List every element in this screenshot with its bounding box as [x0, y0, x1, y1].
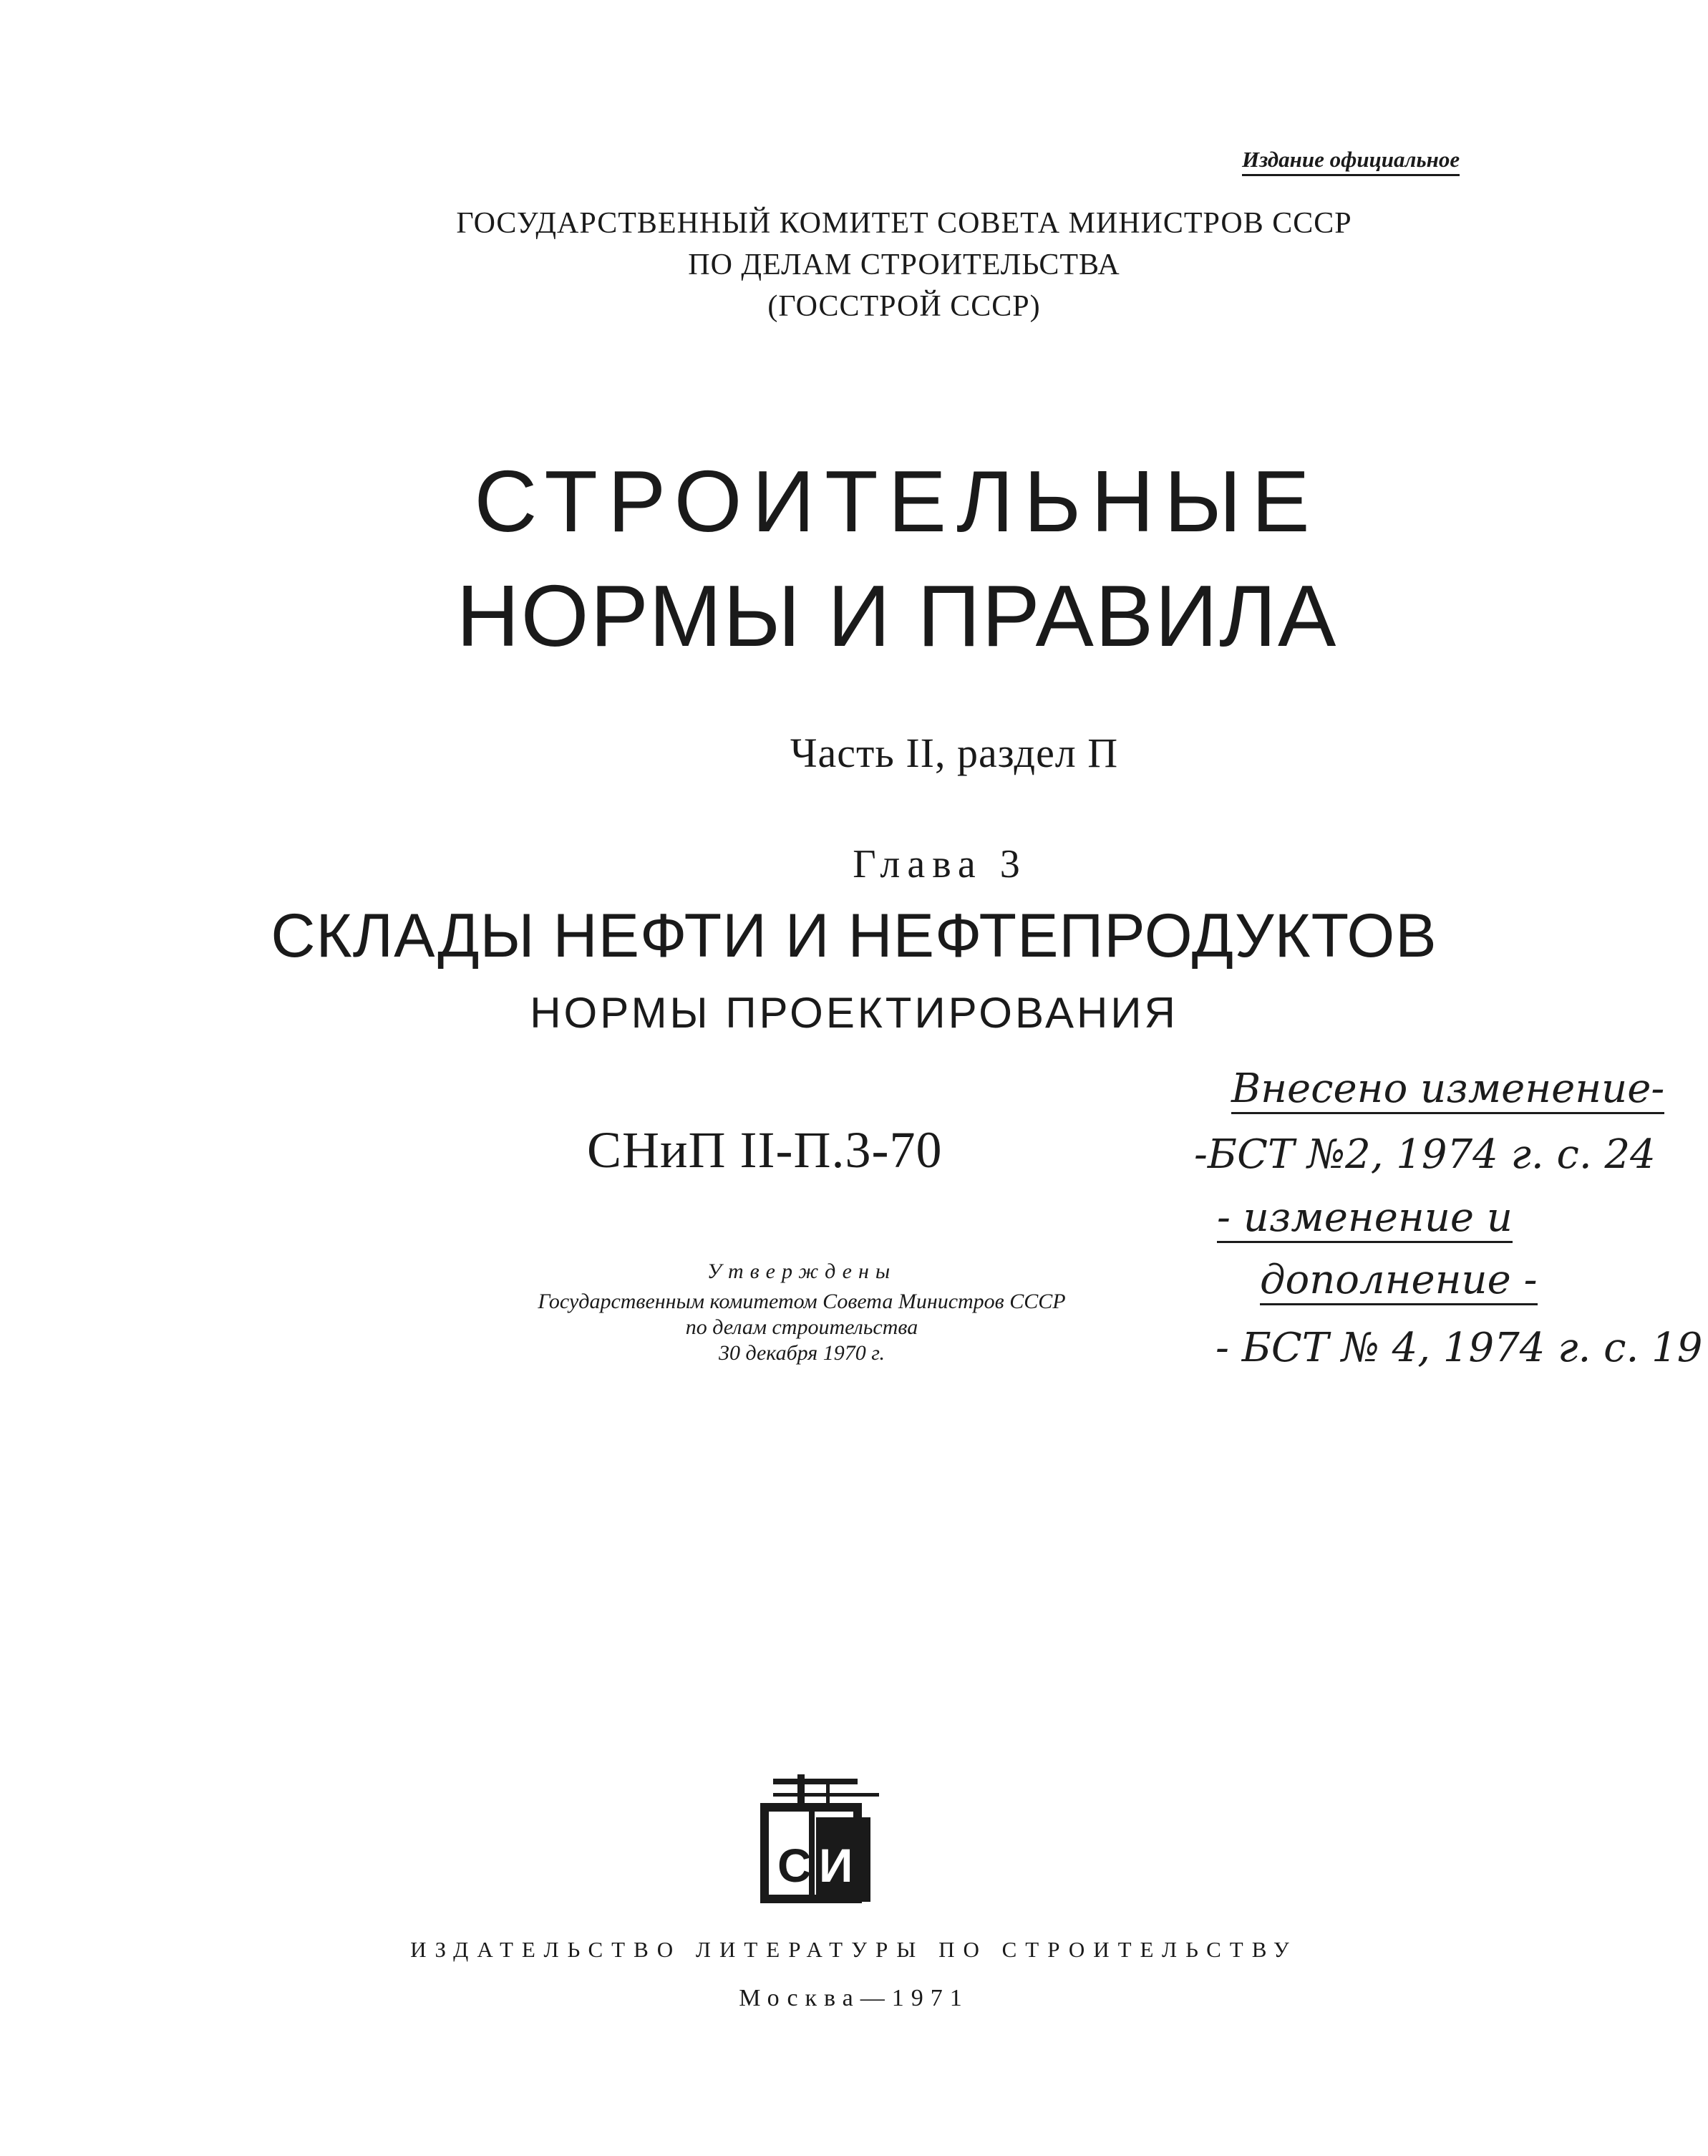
publisher-logo — [757, 1774, 879, 1907]
chapter-title: СКЛАДЫ НЕФТИ И НЕФТЕПРОДУКТОВ — [271, 901, 1437, 970]
approval-line-2: по делам строительства — [685, 1315, 918, 1339]
approval-date: 30 декабря 1970 г. — [718, 1341, 885, 1365]
official-edition-mark: Издание официальное — [1242, 147, 1460, 176]
handwritten-note-line-2: -БСТ №2, 1974 г. с. 24 — [1194, 1131, 1656, 1178]
committee-line-2: ПО ДЕЛАМ СТРОИТЕЛЬСТВА — [688, 248, 1120, 281]
chapter-subtitle: НОРМЫ ПРОЕКТИРОВАНИЯ — [530, 989, 1178, 1037]
logo-letter-i: И — [819, 1839, 853, 1892]
main-title-line-1: СТРОИТЕЛЬНЫЕ — [474, 453, 1320, 550]
handwritten-note-line-3: - изменение и — [1217, 1194, 1513, 1243]
committee-line-3: (ГОССТРОЙ СССР) — [767, 290, 1041, 323]
publisher-city-year: Москва—1971 — [739, 1985, 969, 2011]
part-section-label: Часть II, раздел П — [790, 730, 1119, 776]
approval-label: Утверждены — [707, 1260, 897, 1283]
chapter-number: Глава 3 — [853, 842, 1027, 886]
document-code: СНиП II-П.3-70 — [587, 1121, 943, 1179]
handwritten-note-line-4: дополнение - — [1260, 1257, 1538, 1305]
logo-letters — [879, 1774, 880, 1775]
handwritten-note-line-5: - БСТ № 4, 1974 г. с. 19 — [1216, 1325, 1703, 1371]
publisher-name: ИЗДАТЕЛЬСТВО ЛИТЕРАТУРЫ ПО СТРОИТЕЛЬСТВУ — [410, 1937, 1298, 1962]
main-title-line-2: НОРМЫ И ПРАВИЛА — [456, 567, 1338, 664]
crane-book-logo-icon — [757, 1774, 879, 1907]
approval-line-1: Государственным комитетом Совета Министров СССР — [538, 1290, 1066, 1313]
handwritten-note-line-1: Внесено изменение- — [1231, 1065, 1664, 1114]
committee-line-1: ГОСУДАРСТВЕННЫЙ КОМИТЕТ СОВЕТА МИНИСТРОВ СССР — [456, 207, 1352, 240]
logo-letter-s: С — [777, 1839, 812, 1892]
